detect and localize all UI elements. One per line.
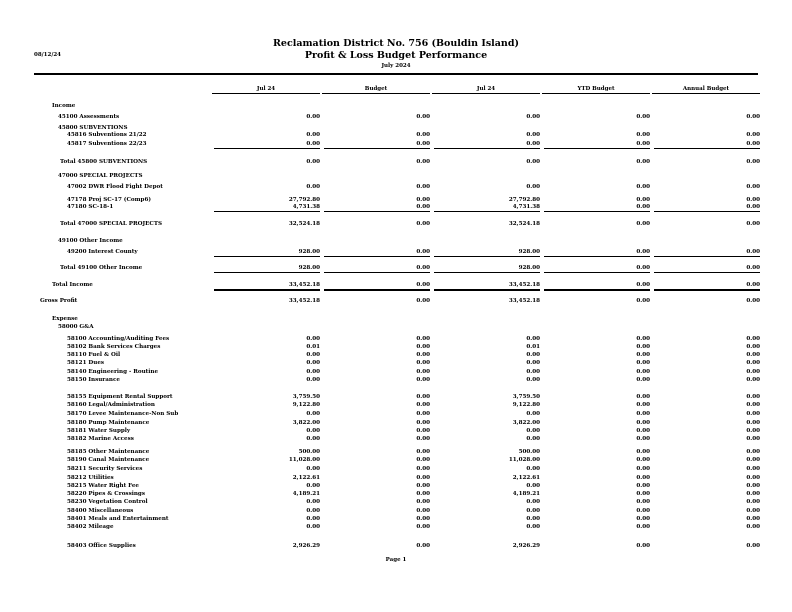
subtotal-rule [324, 148, 430, 149]
row-label: 58230 Vegetation Control [67, 499, 148, 505]
row-value: 0.00 [746, 298, 760, 304]
row-label: Total 47000 SPECIAL PROJECTS [60, 221, 163, 227]
row-label: 58211 Security Services [67, 466, 143, 472]
subtotal-rule [324, 256, 430, 257]
row-value: 0.00 [416, 282, 430, 288]
row-value: 0.00 [746, 204, 760, 210]
subtotal-rule [434, 272, 540, 273]
row-label: 45100 Assessments [58, 114, 120, 120]
column-header-underline [652, 93, 760, 94]
row-value: 0.00 [416, 466, 430, 472]
row-value: 928.00 [518, 249, 540, 255]
row-value: 500.00 [518, 449, 540, 455]
row-value: 32,524.18 [508, 221, 540, 227]
row-value: 0.00 [636, 420, 650, 426]
row-value: 0.00 [416, 197, 430, 203]
table-row [0, 401, 792, 409]
row-label: 58150 Insurance [67, 377, 120, 383]
column-header-underline [542, 93, 650, 94]
row-value: 0.00 [636, 184, 650, 190]
row-value: 0.00 [636, 114, 650, 120]
table-row [0, 158, 792, 166]
subtotal-rule [544, 272, 650, 273]
subtotal-rule [654, 256, 760, 257]
row-label: 58160 Legal/Administration [67, 402, 155, 408]
row-value: 0.00 [746, 466, 760, 472]
row-value: 0.00 [746, 336, 760, 342]
row-value: 33,452.18 [288, 298, 320, 304]
row-value: 0.00 [746, 428, 760, 434]
row-value: 0.00 [416, 420, 430, 426]
row-value: 0.00 [746, 411, 760, 417]
row-value: 4,189.21 [292, 491, 320, 497]
row-value: 0.00 [416, 516, 430, 522]
row-label: 58181 Water Supply [67, 428, 131, 434]
table-row [0, 183, 792, 191]
row-value: 0.00 [416, 249, 430, 255]
row-value: 0.00 [636, 344, 650, 350]
row-value: 0.00 [636, 197, 650, 203]
row-label: 47178 Proj SC-17 (Comp6) [67, 197, 152, 203]
row-label: 49100 Other Income [58, 238, 123, 244]
row-value: 0.00 [746, 483, 760, 489]
row-value: 0.00 [416, 132, 430, 138]
row-label: 58401 Meals and Entertainment [67, 516, 169, 522]
row-value: 0.00 [636, 524, 650, 530]
row-value: 0.00 [636, 204, 650, 210]
row-value: 0.00 [746, 420, 760, 426]
subtotal-rule [654, 148, 760, 149]
row-value: 0.00 [636, 543, 650, 549]
row-value: 27,792.80 [288, 197, 320, 203]
subtotal-rule [434, 256, 540, 257]
row-value: 0.00 [526, 428, 540, 434]
row-value: 0.00 [746, 499, 760, 505]
row-label: 45817 Subventions 22/23 [67, 141, 147, 147]
row-value: 2,926.29 [292, 543, 320, 549]
row-label: 58190 Canal Maintenance [67, 457, 150, 463]
column-header-underline [322, 93, 430, 94]
table-row [0, 351, 792, 359]
subtotal-rule [544, 148, 650, 149]
row-value: 0.00 [526, 516, 540, 522]
row-value: 0.00 [416, 204, 430, 210]
row-value: 2,122.61 [292, 475, 320, 481]
row-value: 0.00 [526, 132, 540, 138]
row-value: 0.00 [306, 428, 320, 434]
row-value: 0.00 [306, 352, 320, 358]
row-value: 0.00 [636, 265, 650, 271]
table-row [0, 203, 792, 211]
row-value: 0.00 [526, 159, 540, 165]
row-value: 0.00 [526, 114, 540, 120]
table-row [0, 264, 792, 272]
row-value: 0.00 [526, 360, 540, 366]
row-value: 0.00 [746, 184, 760, 190]
report-period: July 2024 [381, 63, 411, 69]
row-value: 0.00 [746, 197, 760, 203]
row-value: 0.00 [636, 298, 650, 304]
row-value: 0.00 [306, 159, 320, 165]
row-value: 0.00 [746, 265, 760, 271]
row-value: 0.00 [526, 466, 540, 472]
row-value: 0.00 [746, 282, 760, 288]
report-title: Reclamation District No. 756 (Bouldin Island) [273, 38, 519, 49]
row-value: 0.00 [746, 524, 760, 530]
row-value: 0.00 [306, 508, 320, 514]
row-label: 58212 Utilities [67, 475, 114, 481]
row-label: 58000 G&A [58, 324, 94, 330]
row-value: 0.00 [746, 141, 760, 147]
row-value: 0.00 [526, 411, 540, 417]
row-value: 0.00 [306, 499, 320, 505]
row-value: 0.00 [526, 483, 540, 489]
row-value: 0.00 [746, 508, 760, 514]
row-value: 0.00 [746, 360, 760, 366]
row-value: 0.00 [636, 132, 650, 138]
table-row [0, 376, 792, 384]
row-value: 0.00 [636, 336, 650, 342]
row-value: 0.00 [306, 369, 320, 375]
table-row [0, 102, 792, 110]
row-value: 0.00 [306, 524, 320, 530]
row-value: 0.00 [526, 369, 540, 375]
row-value: 0.00 [746, 249, 760, 255]
row-value: 2,926.29 [512, 543, 540, 549]
table-row [0, 410, 792, 418]
row-label: 58402 Mileage [67, 524, 114, 530]
row-value: 928.00 [298, 265, 320, 271]
row-value: 0.00 [416, 336, 430, 342]
table-row [0, 393, 792, 401]
row-value: 0.00 [746, 475, 760, 481]
row-value: 3,759.50 [292, 394, 320, 400]
table-row [0, 427, 792, 435]
row-value: 0.00 [416, 436, 430, 442]
row-value: 0.00 [416, 457, 430, 463]
row-value: 0.00 [306, 336, 320, 342]
row-value: 0.00 [416, 352, 430, 358]
row-value: 0.00 [636, 282, 650, 288]
row-value: 0.00 [636, 369, 650, 375]
row-value: 0.00 [636, 377, 650, 383]
row-value: 0.00 [416, 221, 430, 227]
row-value: 4,731.38 [292, 204, 320, 210]
row-label: 58182 Marine Access [67, 436, 134, 442]
row-value: 4,731.38 [512, 204, 540, 210]
row-value: 0.00 [416, 449, 430, 455]
row-value: 0.00 [746, 114, 760, 120]
table-row [0, 448, 792, 456]
column-header: YTD Budget [577, 86, 615, 92]
row-value: 0.00 [526, 524, 540, 530]
row-value: 0.00 [526, 508, 540, 514]
row-value: 0.00 [416, 369, 430, 375]
table-row [0, 315, 792, 323]
row-value: 0.00 [636, 360, 650, 366]
table-row [0, 237, 792, 245]
table-row [0, 507, 792, 515]
row-value: 0.00 [636, 483, 650, 489]
table-row [0, 343, 792, 351]
row-value: 33,452.18 [508, 282, 540, 288]
row-value: 0.00 [306, 466, 320, 472]
row-value: 0.00 [746, 436, 760, 442]
row-value: 3,822.00 [292, 420, 320, 426]
row-label: 58400 Miscellaneous [67, 508, 134, 514]
column-header-underline [212, 93, 320, 94]
row-value: 0.00 [636, 516, 650, 522]
row-value: 0.00 [746, 132, 760, 138]
row-value: 0.00 [416, 483, 430, 489]
row-value: 33,452.18 [508, 298, 540, 304]
table-row [0, 465, 792, 473]
row-label: 45816 Subventions 21/22 [67, 132, 147, 138]
row-value: 27,792.80 [508, 197, 540, 203]
row-value: 0.00 [636, 159, 650, 165]
table-row [0, 368, 792, 376]
table-row [0, 523, 792, 531]
row-value: 0.00 [416, 508, 430, 514]
total-double-rule [434, 289, 540, 291]
row-label: Total Income [52, 282, 93, 288]
table-row [0, 456, 792, 464]
total-double-rule [214, 289, 320, 291]
column-header-underline [432, 93, 540, 94]
table-row [0, 359, 792, 367]
row-value: 0.00 [526, 499, 540, 505]
row-value: 0.00 [746, 377, 760, 383]
row-value: 0.00 [416, 184, 430, 190]
row-value: 0.00 [416, 402, 430, 408]
row-value: 0.00 [416, 265, 430, 271]
row-label: 58100 Accounting/Auditing Fees [67, 336, 170, 342]
table-row [0, 323, 792, 331]
row-value: 0.00 [526, 352, 540, 358]
row-label: Gross Profit [40, 298, 78, 304]
row-value: 0.00 [416, 114, 430, 120]
row-value: 0.00 [636, 449, 650, 455]
row-value: 0.00 [636, 221, 650, 227]
row-value: 32,524.18 [288, 221, 320, 227]
total-double-rule [324, 289, 430, 291]
row-value: 0.00 [306, 411, 320, 417]
row-value: 0.00 [746, 394, 760, 400]
subtotal-rule [214, 148, 320, 149]
column-header: Annual Budget [682, 86, 730, 92]
table-row [0, 220, 792, 228]
row-label: 58185 Other Maintenance [67, 449, 150, 455]
row-value: 0.00 [746, 449, 760, 455]
row-value: 928.00 [518, 265, 540, 271]
row-value: 0.00 [416, 499, 430, 505]
row-value: 0.00 [746, 344, 760, 350]
row-value: 928.00 [298, 249, 320, 255]
table-row [0, 140, 792, 148]
row-value: 0.00 [416, 298, 430, 304]
row-value: 0.00 [636, 141, 650, 147]
row-value: 0.00 [746, 491, 760, 497]
row-value: 0.00 [306, 377, 320, 383]
row-value: 0.00 [526, 141, 540, 147]
table-row [0, 419, 792, 427]
row-value: 0.00 [526, 336, 540, 342]
row-label: 58102 Bank Services Charges [67, 344, 161, 350]
row-value: 0.00 [636, 491, 650, 497]
subtotal-rule [214, 256, 320, 257]
row-value: 9,122.80 [512, 402, 540, 408]
subtotal-rule [214, 211, 320, 212]
row-value: 0.01 [526, 344, 540, 350]
row-value: 0.00 [306, 184, 320, 190]
report-subtitle: Profit & Loss Budget Performance [304, 50, 488, 61]
table-row [0, 172, 792, 180]
row-value: 0.01 [306, 344, 320, 350]
row-value: 9,122.80 [292, 402, 320, 408]
table-row [0, 474, 792, 482]
row-value: 0.00 [526, 377, 540, 383]
row-label: 58121 Dues [67, 360, 105, 366]
row-value: 0.00 [416, 360, 430, 366]
row-value: 0.00 [636, 436, 650, 442]
row-value: 0.00 [746, 516, 760, 522]
row-label: 47180 SC-18-1 [67, 204, 114, 210]
row-label: 58140 Engineering - Routine [67, 369, 159, 375]
row-value: 11,028.00 [508, 457, 540, 463]
row-value: 0.00 [746, 352, 760, 358]
row-value: 500.00 [298, 449, 320, 455]
column-header: Jul 24 [256, 86, 276, 92]
table-row [0, 435, 792, 443]
subtotal-rule [544, 256, 650, 257]
row-label: 47002 DWR Flood Fight Depot [67, 184, 163, 190]
row-value: 0.00 [636, 457, 650, 463]
subtotal-rule [654, 272, 760, 273]
row-value: 0.00 [306, 483, 320, 489]
row-label: Total 45800 SUBVENTIONS [60, 159, 148, 165]
row-value: 0.00 [746, 159, 760, 165]
row-value: 0.00 [526, 184, 540, 190]
row-value: 0.00 [416, 411, 430, 417]
row-value: 0.00 [416, 491, 430, 497]
row-label: 49200 Interest County [67, 249, 138, 255]
row-label: Income [52, 103, 76, 109]
subtotal-rule [214, 272, 320, 273]
row-value: 0.00 [746, 402, 760, 408]
subtotal-rule [434, 211, 540, 212]
row-value: 0.00 [306, 114, 320, 120]
report-date: 08/12/24 [34, 52, 61, 58]
table-row [0, 515, 792, 523]
row-value: 0.00 [526, 436, 540, 442]
row-label: 47000 SPECIAL PROJECTS [58, 173, 143, 179]
row-value: 3,822.00 [512, 420, 540, 426]
subtotal-rule [324, 272, 430, 273]
column-header: Jul 24 [476, 86, 496, 92]
row-value: 0.00 [306, 516, 320, 522]
row-value: 0.00 [416, 524, 430, 530]
row-value: 11,028.00 [288, 457, 320, 463]
row-value: 0.00 [416, 141, 430, 147]
subtotal-rule [434, 148, 540, 149]
row-value: 0.00 [306, 141, 320, 147]
row-value: 0.00 [306, 360, 320, 366]
total-double-rule [654, 289, 760, 291]
header-rule [34, 73, 758, 75]
row-value: 0.00 [306, 132, 320, 138]
row-value: 0.00 [636, 394, 650, 400]
row-value: 0.00 [746, 543, 760, 549]
row-label: 58180 Pump Maintenance [67, 420, 150, 426]
table-row [0, 297, 792, 305]
row-value: 0.00 [306, 436, 320, 442]
row-value: 0.00 [636, 428, 650, 434]
table-row [0, 131, 792, 139]
subtotal-rule [324, 211, 430, 212]
row-value: 3,759.50 [512, 394, 540, 400]
row-value: 0.00 [746, 457, 760, 463]
row-value: 4,189.21 [512, 491, 540, 497]
row-value: 0.00 [636, 499, 650, 505]
row-value: 0.00 [636, 352, 650, 358]
row-label: 58110 Fuel & Oil [67, 352, 121, 358]
table-row [0, 482, 792, 490]
row-value: 0.00 [636, 508, 650, 514]
table-row [0, 248, 792, 256]
row-value: 0.00 [636, 466, 650, 472]
table-row [0, 281, 792, 289]
row-value: 0.00 [416, 394, 430, 400]
row-label: Total 49100 Other Income [60, 265, 143, 271]
row-value: 0.00 [746, 369, 760, 375]
row-value: 0.00 [416, 159, 430, 165]
row-value: 0.00 [416, 543, 430, 549]
row-value: 0.00 [746, 221, 760, 227]
row-label: 58215 Water Right Fee [67, 483, 139, 489]
table-row [0, 498, 792, 506]
table-row [0, 113, 792, 121]
page-number: Page 1 [385, 557, 407, 563]
row-label: 45800 SUBVENTIONS [58, 125, 128, 131]
row-value: 0.00 [416, 428, 430, 434]
column-header: Budget [364, 86, 388, 92]
row-value: 0.00 [636, 475, 650, 481]
subtotal-rule [654, 211, 760, 212]
row-value: 33,452.18 [288, 282, 320, 288]
row-value: 0.00 [416, 475, 430, 481]
total-double-rule [544, 289, 650, 291]
row-value: 0.00 [416, 377, 430, 383]
row-value: 0.00 [636, 411, 650, 417]
row-label: 58170 Levee Maintenance-Non Sub [67, 411, 179, 417]
row-value: 0.00 [636, 402, 650, 408]
row-label: Expense [52, 316, 78, 322]
row-label: 58220 Pipes & Crossings [67, 491, 145, 497]
subtotal-rule [544, 211, 650, 212]
table-row [0, 542, 792, 550]
row-label: 58155 Equipment Rental Support [67, 394, 173, 400]
table-row [0, 335, 792, 343]
row-value: 0.00 [416, 344, 430, 350]
row-label: 58403 Office Supplies [67, 543, 136, 549]
table-row [0, 490, 792, 498]
row-value: 0.00 [636, 249, 650, 255]
row-value: 2,122.61 [512, 475, 540, 481]
